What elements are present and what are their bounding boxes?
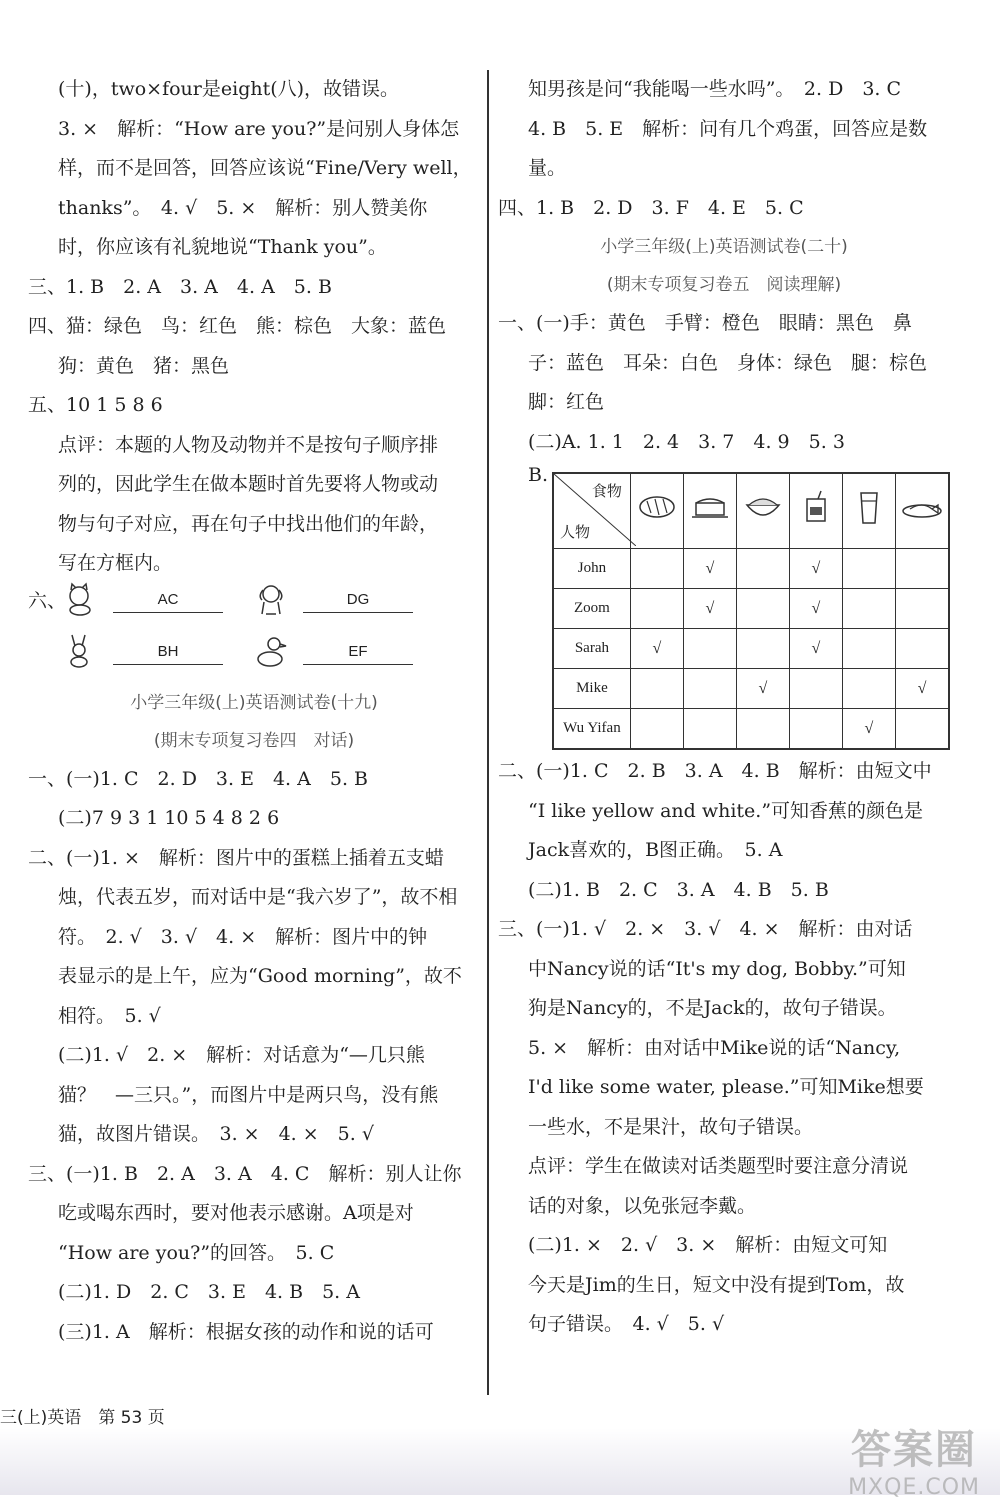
check-cell: √: [842, 709, 895, 750]
food-header-cell: [736, 473, 789, 549]
food-header-cell: [842, 473, 895, 549]
food-header-cell: [683, 473, 736, 549]
right-answer-line: 四、1. B 2. D 3. F 4. E 5. C: [498, 196, 804, 219]
food-table: [552, 472, 950, 750]
check-cell: [895, 549, 949, 589]
check-cell: √: [789, 589, 842, 629]
milk-glass-icon: [847, 489, 891, 529]
watermark-title: 答案圈: [851, 1427, 978, 1473]
left-answer-line: (十)，two×four是eight(八)，故错误。: [58, 78, 400, 100]
left-answer-line: thanks”。 4. √ 5. × 解析：别人赞美你: [58, 196, 428, 219]
test-19-answer-line: 猫？ —三只。”，而图片中是两只鸟，没有熊: [58, 1083, 439, 1106]
food-header-cell: [895, 473, 949, 549]
test-19-answer-line: 三、(一)1. B 2. A 3. A 4. C 解析：别人让你: [28, 1162, 462, 1185]
juice-box-icon: [794, 489, 838, 529]
test-20-answer-line: 子：蓝色 耳朵：白色 身体：绿色 腿：棕色: [528, 351, 928, 374]
check-cell: √: [789, 549, 842, 589]
test-19-answer-line: 表显示的是上午，应为“Good morning”，故不: [58, 965, 462, 987]
test-20-title: 小学三年级(上)英语测试卷(二十): [600, 237, 848, 257]
test-19-answer-line: 猫，故图片错误。 3. × 4. × 5. √: [58, 1123, 374, 1145]
check-cell: [736, 629, 789, 669]
fish-plate-icon: [900, 489, 944, 529]
test-20-answer-line: 今天是Jim的生日，短文中没有提到Tom，故: [528, 1273, 905, 1296]
check-cell: [683, 629, 736, 669]
duck-icon: [254, 634, 288, 668]
test-20-subtitle: (期末专项复习卷五 阅读理解): [606, 275, 842, 295]
test-20-answer-line: I'd like some water, please.”可知Mike想要: [528, 1076, 924, 1098]
cake-icon: [688, 489, 732, 529]
answer-line-3: BH: [113, 640, 223, 665]
check-cell: [842, 629, 895, 669]
right-answer-line: 量。: [528, 157, 567, 179]
table-row: [553, 549, 949, 589]
column-divider: [487, 70, 489, 1395]
check-cell: √: [789, 629, 842, 669]
person-name-cell: Mike: [553, 669, 630, 709]
section-six-label: 六、: [28, 589, 67, 612]
test-19-answer-line: 烛，代表五岁，而对话中是“我六岁了”，故不相: [58, 886, 458, 908]
test-20-answer-line: 脚：红色: [528, 391, 605, 413]
watermark: [848, 1418, 980, 1500]
test-20-answer-line: 话的对象，以免张冠李戴。: [528, 1194, 757, 1217]
person-name-cell: Wu Yifan: [553, 709, 630, 750]
table-label: B.: [528, 464, 549, 486]
test-20-answer-line: 二、(一)1. C 2. B 3. A 4. B 解析：由短文中: [498, 760, 932, 782]
left-answer-line: 时，你应该有礼貌地说“Thank you”。: [58, 236, 387, 258]
check-cell: [736, 709, 789, 750]
answer-line-1: AC: [113, 588, 223, 613]
test-19-answer-line: (二)1. D 2. C 3. E 4. B 5. A: [58, 1281, 360, 1303]
person-name-cell: John: [553, 549, 630, 589]
test-19-subtitle: (期末专项复习卷四 对话): [153, 730, 355, 751]
rice-bowl-icon: [741, 489, 785, 529]
test-20-answer-line: 一、(一)手：黄色 手臂：橙色 眼睛：黑色 鼻: [498, 312, 912, 334]
left-answer-line: 写在方框内。: [58, 552, 173, 574]
page-footer: 三(上)英语 第 53 页: [0, 1408, 165, 1428]
check-cell: [842, 549, 895, 589]
check-cell: √: [895, 669, 949, 709]
check-cell: [789, 709, 842, 750]
left-answer-line: 五、10 1 5 8 6: [28, 394, 163, 416]
test-19-answer-line: (三)1. A 解析：根据女孩的动作和说的话可: [58, 1320, 434, 1343]
food-header-cell: [789, 473, 842, 549]
right-column: [498, 70, 950, 1345]
test-20-answer-line: 中Nancy说的话“It's my dog, Bobby.”可知: [528, 957, 906, 980]
left-answer-line: 物与句子对应，再在句子中找出他们的年龄，: [58, 512, 439, 535]
check-cell: [736, 549, 789, 589]
test-19-answer-line: “How are you?”的回答。 5. C: [58, 1241, 335, 1264]
person-name-cell: Zoom: [553, 589, 630, 629]
check-cell: [630, 589, 683, 629]
left-answer-line: 点评：本题的人物及动物并不是按句子顺序排: [58, 433, 439, 456]
check-cell: [630, 709, 683, 750]
test-20-answer-line: 5. × 解析：由对话中Mike说的话“Nancy,: [528, 1036, 901, 1059]
cat-icon: [62, 582, 96, 616]
check-cell: √: [736, 669, 789, 709]
food-table-section: [498, 462, 950, 752]
test-19-answer-line: 符。 2. √ 3. √ 4. × 解析：图片中的钟: [58, 925, 428, 948]
test-19-answer-line: 二、(一)1. × 解析：图片中的蛋糕上插着五支蜡: [28, 846, 444, 869]
corner-food-label: 食物: [591, 484, 622, 500]
test-19-answer-line: (二)7 9 3 1 10 5 4 8 2 6: [58, 807, 280, 829]
check-cell: [789, 669, 842, 709]
watermark-url: MXQE.COM: [848, 1475, 980, 1500]
check-cell: [683, 669, 736, 709]
check-cell: √: [630, 629, 683, 669]
check-cell: √: [683, 589, 736, 629]
rabbit-icon: [62, 634, 96, 668]
corner-person-label: 人物: [560, 525, 591, 541]
left-answer-line: 四、猫：绿色 鸟：红色 熊：棕色 大象：蓝色: [28, 315, 447, 337]
test-20-answer-line: 点评：学生在做读对话类题型时要注意分清说: [528, 1155, 909, 1177]
right-answer-line: 知男孩是问“我能喝一些水吗”。 2. D 3. C: [528, 78, 902, 100]
test-19-answer-line: 吃或喝东西时，要对他表示感谢。A项是对: [58, 1202, 414, 1224]
person-name-cell: Sarah: [553, 629, 630, 669]
check-cell: [630, 549, 683, 589]
table-row: [553, 629, 949, 669]
bread-icon: [635, 489, 679, 529]
test-20-answer-line: (二)1. × 2. √ 3. × 解析：由短文可知: [528, 1234, 888, 1256]
test-20-answer-line: (二)A. 1. 1 2. 4 3. 7 4. 9 5. 3: [528, 430, 845, 453]
test-20-answer-line: “I like yellow and white.”可知香蕉的颜色是: [528, 799, 924, 822]
left-answer-line: 列的，因此学生在做本题时首先要将人物或动: [58, 473, 439, 495]
dog-icon: [254, 582, 288, 616]
test-19-answer-line: 相符。 5. √: [58, 1004, 161, 1027]
check-cell: [683, 709, 736, 750]
check-cell: [895, 589, 949, 629]
test-20-answer-line: Jack喜欢的，B图正确。 5. A: [528, 839, 783, 861]
left-answer-line: 狗：黄色 猪：黑色: [58, 354, 230, 377]
check-cell: [895, 709, 949, 750]
table-header-row: [553, 473, 949, 549]
check-cell: [842, 589, 895, 629]
left-answer-line: 3. × 解析：“How are you?”是问别人身体怎: [58, 117, 460, 140]
left-column: [28, 70, 480, 1352]
check-cell: [736, 589, 789, 629]
check-cell: [842, 669, 895, 709]
left-answer-line: 三、1. B 2. A 3. A 4. A 5. B: [28, 275, 332, 298]
test-20-answer-line: 三、(一)1. √ 2. × 3. √ 4. × 解析：由对话: [498, 918, 913, 940]
check-cell: [895, 629, 949, 669]
table-row: [553, 589, 949, 629]
table-row: [553, 669, 949, 709]
test-19-answer-line: (二)1. √ 2. × 解析：对话意为“—几只熊: [58, 1044, 425, 1066]
table-row: [553, 709, 949, 750]
test-19-answer-line: 一、(一)1. C 2. D 3. E 4. A 5. B: [28, 767, 368, 790]
test-20-answer-line: 狗是Nancy的，不是Jack的，故句子错误。: [528, 997, 897, 1019]
test-20-answer-line: (二)1. B 2. C 3. A 4. B 5. B: [528, 878, 829, 901]
right-answer-line: 4. B 5. E 解析：问有几个鸡蛋，回答应是数: [528, 117, 928, 140]
test-20-answer-line: 句子错误。 4. √ 5. √: [528, 1313, 725, 1335]
left-answer-line: 样，而不是回答，回答应该说“Fine/Very well，: [58, 157, 472, 179]
answer-line-2: DG: [303, 588, 413, 613]
check-cell: √: [683, 549, 736, 589]
test-19-title: 小学三年级(上)英语测试卷(十九): [130, 692, 378, 713]
test-20-answer-line: 一些水，不是果汁，故句子错误。: [528, 1115, 814, 1138]
food-header-cell: [630, 473, 683, 549]
table-corner-cell: [553, 473, 630, 549]
check-cell: [630, 669, 683, 709]
answer-line-4: EF: [303, 640, 413, 665]
section-six: [28, 584, 480, 684]
